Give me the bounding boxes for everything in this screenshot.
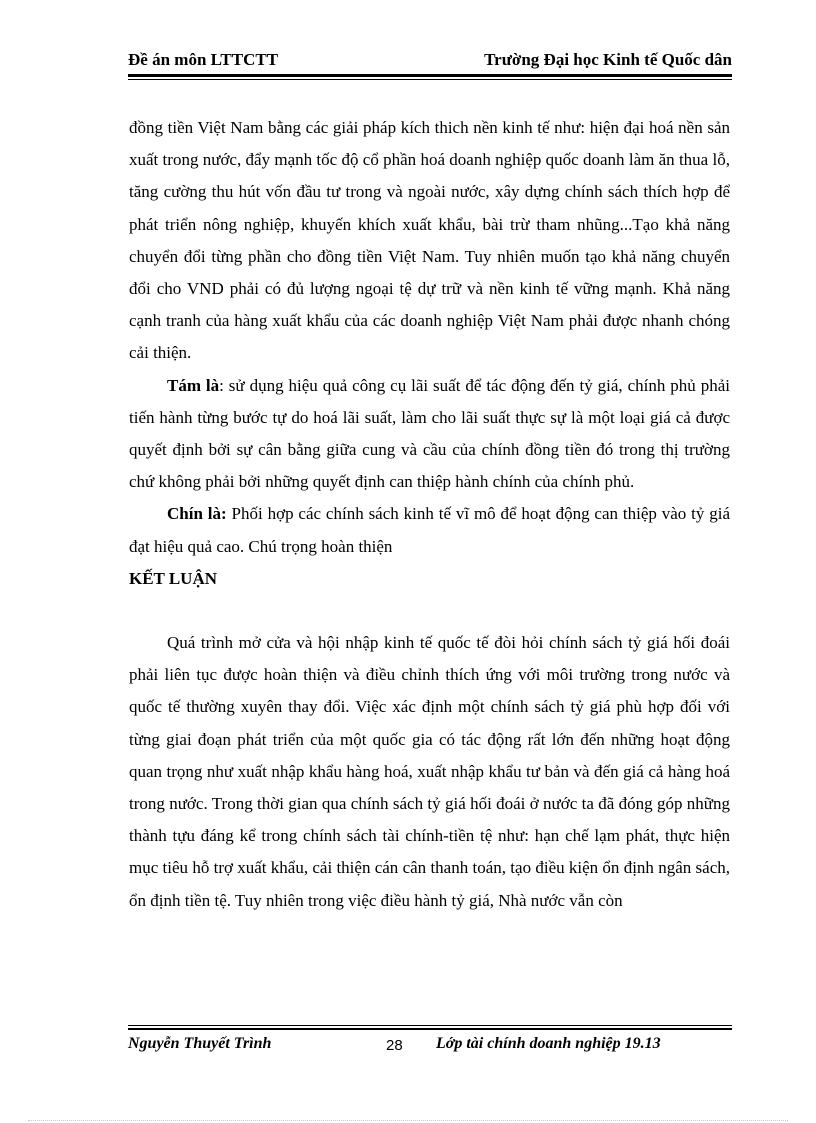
paragraph-label: Tám là [167, 375, 220, 395]
header-university-name: Trường Đại học Kinh tế Quốc dân [484, 50, 732, 69]
paragraph-label: Chín là: [167, 504, 227, 524]
page-number: 28 [386, 1037, 403, 1054]
paragraph-conclusion: Quá trình mở cửa và hội nhập kinh tế quốc tế đòi hỏi chính sách tỷ giá hối đoái phải liên tục được hoàn thiện và điều chỉnh thích ứng với môi trường trong nước và quốc tế thường xuyên thay đổi. Việc xác định một chính sách tỷ giá phù hợp đối với từng giai đoạn phát triển của một quốc gia có tác động rất lớn đến những hoạt động quan trọng như xuất nhập khẩu hàng hoá, xuất nhập khẩu tư bản và đến giá cả hàng hoá trong nước. Trong thời gian qua chính sách tỷ giá hối đoái ở nước ta đã đóng góp những thành tựu đáng kể trong chính sách tài chính-tiền tệ như: hạn chế lạm phát, thực hiện mục tiêu hỗ trợ xuất khẩu, cải thiện cán cân thanh toán, tạo điều kiện ổn định ngân sách, ổn định tiền tệ. Tuy nhiên trong việc điều hành tỷ giá, Nhà nước vẫn còn [129, 633, 730, 910]
footer-class-name: Lớp tài chính doanh nghiệp 19.13 [436, 1035, 661, 1052]
page-header [128, 50, 732, 72]
footer-divider [128, 1028, 732, 1030]
footer-divider-thin [128, 1025, 732, 1026]
paragraph-continuation: đồng tiền Việt Nam bằng các giải pháp kích thich nền kinh tế như: hiện đại hoá nền sản xuất trong nước, đẩy mạnh tốc độ cổ phần hoá doanh nghiệp quốc doanh làm ăn thua lỗ, tăng cường thu hút vốn đầu tư trong và ngoài nước, xây dựng chính sách thích hợp để phát triển nông nghiệp, khuyến khích xuất khẩu, bài trừ tham nhũng...Tạo khả năng chuyển đổi từng phần cho đồng tiền Việt Nam. Tuy nhiên muốn tạo khả năng chuyển đổi cho VND phải có đủ lượng ngoại tệ dự trữ và nền kinh tế vững mạnh. Khả năng cạnh tranh của hàng xuất khẩu của các doanh nghiệp Việt Nam phải được nhanh chóng cải thiện. [129, 118, 730, 363]
page-footer [128, 1035, 732, 1057]
header-course-title: Đề án môn LTTCTT [128, 50, 279, 69]
footer-author: Nguyễn Thuyết Trình [128, 1035, 272, 1052]
paragraph-chin-la [129, 498, 730, 562]
paragraph-tam-la [129, 370, 730, 499]
section-heading: KẾT LUẬN [129, 568, 218, 588]
document-body [129, 112, 730, 917]
paragraph-text: : sử dụng hiệu quả công cụ lãi suất để tác động đến tỷ giá, chính phủ phải tiến hành từng bước tự do hoá lãi suất, làm cho lãi suất thực sự là một loại giá cả được quyết định bởi sự cân bằng giữa cung và cầu của chính đồng tiền đó trong thị trường chứ không phải bởi những quyết định can thiệp hành chính của chính phủ. [129, 375, 730, 492]
page-edge-line [28, 1120, 788, 1121]
header-divider-thin [128, 79, 732, 80]
paragraph-text: Phối hợp các chính sách kinh tế vĩ mô để hoạt động can thiệp vào tỷ giá đạt hiệu quả cao. Chú trọng hoàn thiện [129, 504, 731, 556]
header-divider [128, 74, 732, 77]
